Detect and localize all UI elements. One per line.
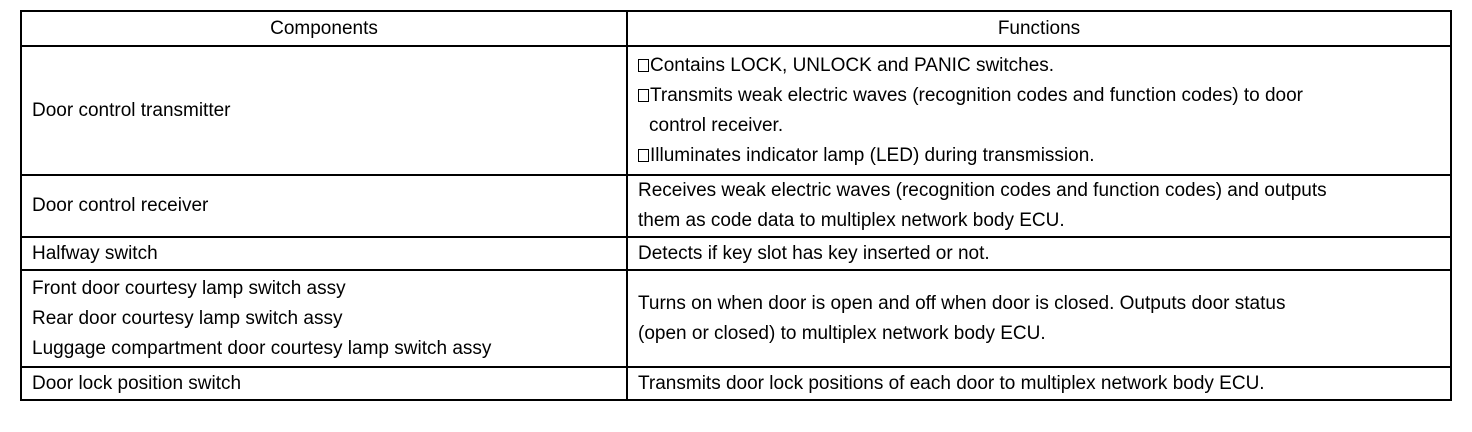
- function-text: Contains LOCK, UNLOCK and PANIC switches.: [650, 54, 1055, 76]
- table-row: [21, 175, 1451, 237]
- component-name: Front door courtesy lamp switch assy: [32, 277, 346, 299]
- function-text: Transmits weak electric waves (recognition codes and function codes) to door: [650, 84, 1303, 106]
- component-name: Rear door courtesy lamp switch assy: [32, 307, 343, 329]
- checkbox-bullet-icon: [638, 149, 649, 162]
- function-text: Turns on when door is open and off when door is closed. Outputs door status: [638, 292, 1286, 314]
- bullet-item: [638, 141, 1450, 171]
- function-text: Detects if key slot has key inserted or not.: [638, 242, 990, 264]
- component-name: Door control receiver: [32, 195, 209, 216]
- table-header-row: [21, 11, 1451, 46]
- function-line: [638, 319, 1450, 349]
- component-cell: [21, 270, 627, 367]
- component-cell: [21, 237, 627, 270]
- function-text: (open or closed) to multiplex network body ECU.: [638, 322, 1046, 344]
- component-name: Halfway switch: [32, 242, 158, 264]
- function-line: [638, 111, 1450, 141]
- function-text: them as code data to multiplex network body ECU.: [638, 210, 1065, 231]
- table-row: [21, 367, 1451, 400]
- function-cell: [627, 175, 1451, 237]
- component-name: Luggage compartment door courtesy lamp switch assy: [32, 337, 492, 359]
- component-cell: [21, 46, 627, 175]
- function-line: [638, 206, 1450, 236]
- table-row: [21, 237, 1451, 270]
- table-row: [21, 46, 1451, 175]
- table-body: [21, 46, 1451, 400]
- function-cell: [627, 367, 1451, 400]
- function-text: Transmits door lock positions of each door to multiplex network body ECU.: [638, 372, 1265, 394]
- components-functions-table: [20, 10, 1452, 401]
- component-cell: [21, 175, 627, 237]
- component-name: Door control transmitter: [32, 99, 231, 121]
- function-line: [638, 239, 1450, 269]
- function-cell: [627, 46, 1451, 175]
- header-functions: Functions: [627, 11, 1451, 46]
- bullet-item: [638, 81, 1450, 111]
- bullet-item: [638, 51, 1450, 81]
- function-cell: [627, 270, 1451, 367]
- component-name: Door lock position switch: [32, 372, 242, 394]
- function-line: [638, 369, 1450, 399]
- function-text: Illuminates indicator lamp (LED) during transmission.: [650, 144, 1095, 166]
- table-row: [21, 270, 1451, 367]
- function-line: [638, 176, 1450, 206]
- function-text: control receiver.: [649, 114, 784, 136]
- checkbox-bullet-icon: [638, 59, 649, 72]
- function-text: Receives weak electric waves (recognition codes and function codes) and outputs: [638, 180, 1327, 201]
- checkbox-bullet-icon: [638, 89, 649, 102]
- header-components: Components: [21, 11, 627, 46]
- component-cell: [21, 367, 627, 400]
- function-line: [638, 289, 1450, 319]
- function-cell: [627, 237, 1451, 270]
